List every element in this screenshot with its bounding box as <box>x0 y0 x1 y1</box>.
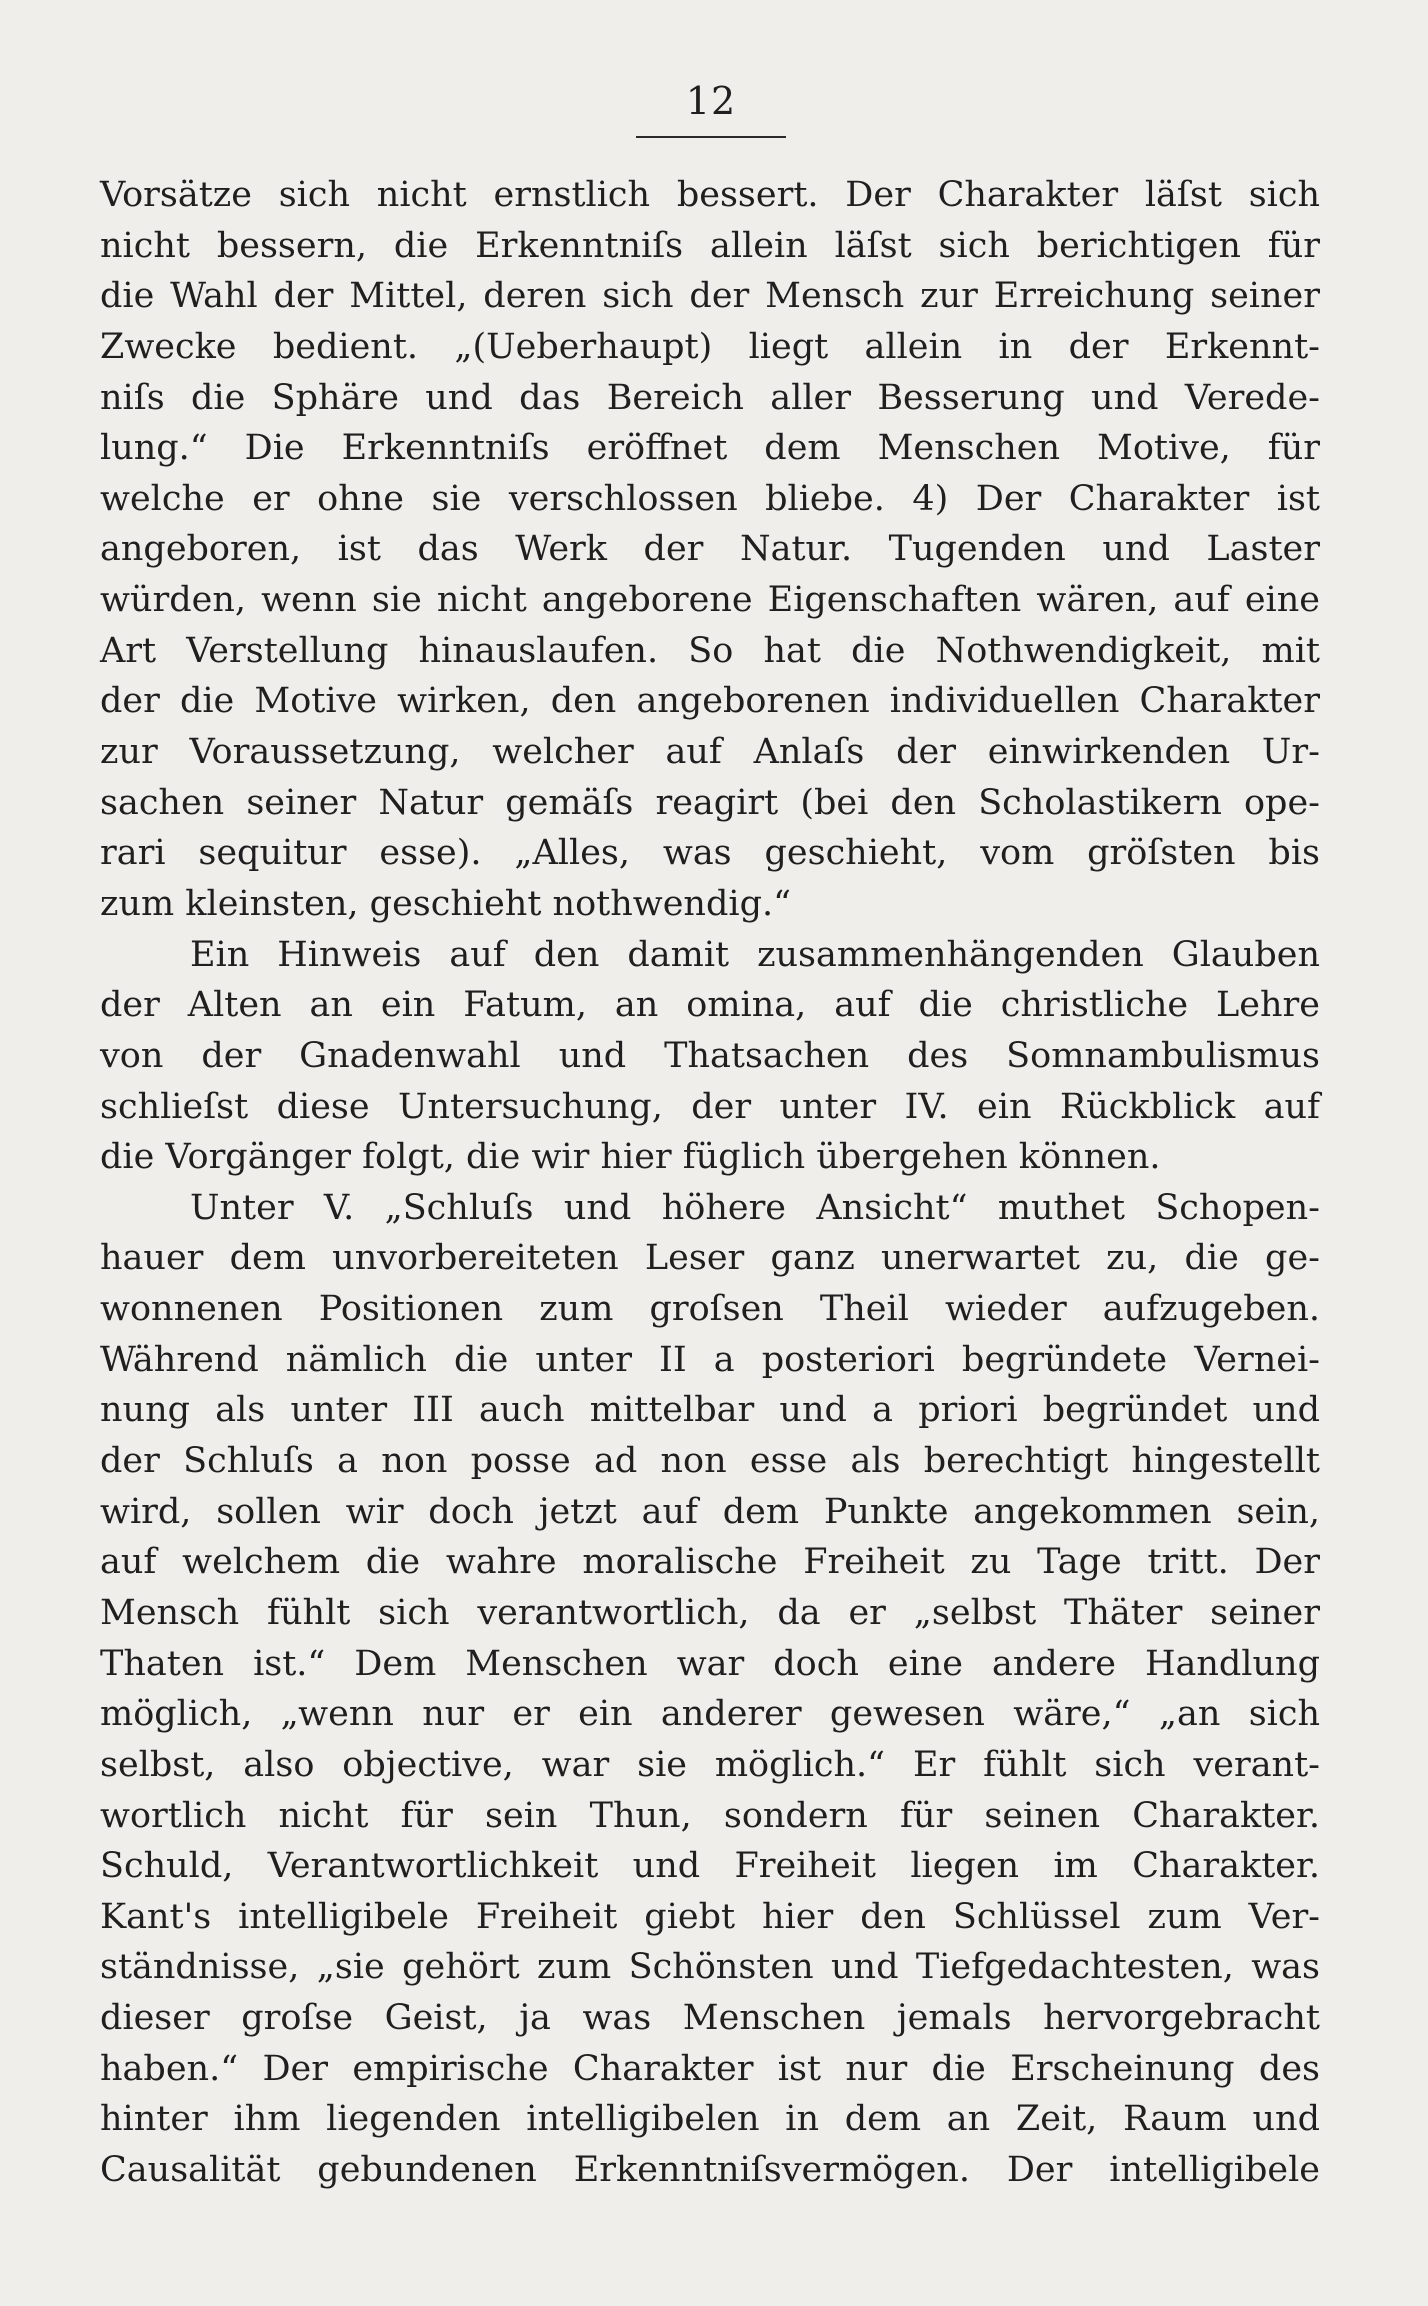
text-line: zur Voraussetzung, welcher auf Anlaſs der einwirkenden Ur- <box>100 732 1320 773</box>
page-number-rule <box>636 136 786 138</box>
text-line: nicht bessern, die Erkenntniſs allein läſst sich berichtigen für <box>100 225 1320 266</box>
text-line: ständnisse, „sie gehört zum Schönsten und Tiefgedachtesten, was <box>100 1947 1320 1988</box>
text-line: würden, wenn sie nicht angeborene Eigenschaften wären, auf eine <box>100 580 1320 621</box>
text-line: dieser groſse Geist, ja was Menschen jemals hervorgebracht <box>100 1998 1320 2039</box>
text-line: hinter ihm liegenden intelligibelen in dem an Zeit, Raum und <box>100 2099 1320 2140</box>
text-line: sachen seiner Natur gemäſs reagirt (bei den Scholastikern ope- <box>100 782 1320 823</box>
text-line: Art Verstellung hinauslaufen. So hat die Nothwendigkeit, mit <box>100 630 1320 671</box>
text-line: nung als unter III auch mittelbar und a priori begründet und <box>100 1390 1320 1431</box>
text-line: rari sequitur esse). „Alles, was geschieht, vom gröſsten bis <box>100 833 1320 874</box>
text-line: angeboren, ist das Werk der Natur. Tugenden und Laster <box>100 529 1320 570</box>
text-line: lung.“ Die Erkenntniſs eröffnet dem Menschen Motive, für <box>100 428 1320 469</box>
body-text <box>100 170 1320 2196</box>
text-line: Mensch fühlt sich verantwortlich, da er „selbst Thäter seiner <box>100 1592 1320 1633</box>
text-line: Unter V. „Schluſs und höhere Ansicht“ muthet Schopen- <box>190 1187 1320 1228</box>
text-line: wird, sollen wir doch jetzt auf dem Punkte angekommen sein, <box>100 1491 1320 1532</box>
text-line: niſs die Sphäre und das Bereich aller Besserung und Veredе- <box>100 377 1320 418</box>
text-line: welche er ohne sie verschlossen bliebe. 4) Der Charakter ist <box>100 478 1320 519</box>
text-line: von der Gnadenwahl und Thatsachen des Somnambulismus <box>100 1035 1320 1076</box>
text-line: die Wahl der Mittel, deren sich der Mensch zur Erreichung seiner <box>100 276 1320 317</box>
text-line: Thaten ist.“ Dem Menschen war doch eine andere Handlung <box>100 1643 1320 1684</box>
text-line: Causalität gebundenen Erkenntniſsvermögen. Der intelligibele <box>100 2149 1320 2190</box>
text-line: schlieſst diese Untersuchung, der unter IV. ein Rückblick auf <box>100 1086 1320 1127</box>
text-line: Kant's intelligibele Freiheit giebt hier den Schlüssel zum Ver- <box>100 1896 1320 1937</box>
text-line: die Vorgänger folgt, die wir hier füglich übergehen können. <box>100 1137 1161 1178</box>
text-line: Ein Hinweis auf den damit zusammenhängenden Glauben <box>190 934 1320 975</box>
text-line: zum kleinsten, geschieht nothwendig.“ <box>100 883 791 924</box>
text-line: Zwecke bedient. „(Ueberhaupt) liegt allein in der Erkennt- <box>100 326 1320 367</box>
text-line: auf welchem die wahre moralische Freiheit zu Tage tritt. Der <box>100 1542 1320 1583</box>
text-line: haben.“ Der empirische Charakter ist nur die Erscheinung des <box>100 2048 1320 2089</box>
text-line: der Alten an ein Fatum, an omina, auf die christliche Lehre <box>100 985 1320 1026</box>
text-line: der die Motive wirken, den angeborenen individuellen Charakter <box>100 681 1320 722</box>
text-line: wortlich nicht für sein Thun, sondern für seinen Charakter. <box>100 1795 1320 1836</box>
page-number: 12 <box>685 79 737 123</box>
text-line: Vorsätze sich nicht ernstlich bessert. Der Charakter läſst sich <box>100 175 1320 215</box>
text-line: selbst, also objective, war sie möglich.“ Er fühlt sich verant- <box>100 1744 1320 1785</box>
text-line: Schuld, Verantwortlichkeit und Freiheit liegen im Charakter. <box>100 1846 1320 1887</box>
text-line: hauer dem unvorbereiteten Leser ganz unerwartet zu, die ge- <box>100 1238 1320 1279</box>
text-line: Während nämlich die unter II a posteriori begründete Vernei- <box>100 1339 1320 1380</box>
text-line: möglich, „wenn nur er ein anderer gewesen wäre,“ „an sich <box>100 1694 1320 1735</box>
text-line: der Schluſs a non posse ad non esse als berechtigt hingestellt <box>100 1441 1320 1482</box>
text-line: wonnenen Positionen zum groſsen Theil wieder aufzugeben. <box>100 1289 1320 1330</box>
